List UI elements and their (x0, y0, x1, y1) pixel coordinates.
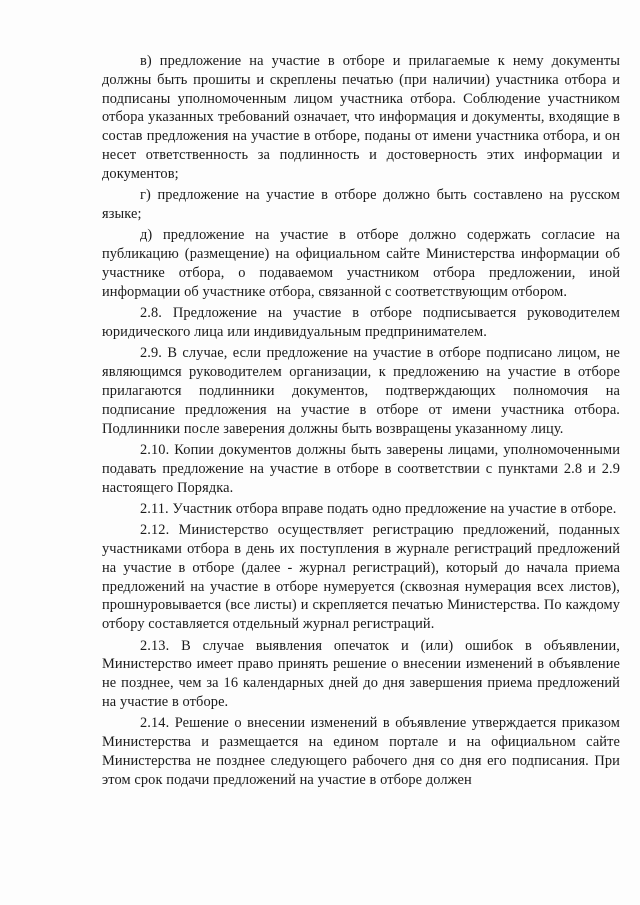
paragraph-item-d: д) предложение на участие в отборе должно содержать согласие на публикацию (размещение) на официальном сайте Министерства информации об участнике отбора, о подаваемом участником отбора предложении, иной информации об участнике отбора, связанной с соответствующим отбором. (102, 227, 620, 300)
paragraph-item-v: в) предложение на участие в отборе и прилагаемые к нему документы должны быть прошиты и скреплены печатью (при наличии) участника отбора и подписаны уполномоченным лицом участника отбора. Соблюдение участником отбора указанных требований означает, что информация и документы, входящие в состав предложения на участие в отборе, поданы от имени участника отбора, и он несет ответственность за подлинность и достоверность этих информации и документов; (102, 53, 620, 182)
paragraph-2-11: 2.11. Участник отбора вправе подать одно предложение на участие в отборе. (140, 500, 617, 517)
paragraph-2-9: 2.9. В случае, если предложение на участие в отборе подписано лицом, не являющимся руководителем организации, к предложению на участие в отборе прилагаются подлинники документов, подтверждающих полномочия на подписание предложения на участие в отборе от имени участника отбора. Подлинники после заверения должны быть возвращены указанному лицу. (102, 345, 620, 437)
paragraph-2-8: 2.8. Предложение на участие в отборе подписывается руководителем юридического лица или индивидуальным предпринимателем. (102, 305, 620, 340)
paragraph-2-13: 2.13. В случае выявления опечаток и (или) ошибок в объявлении, Министерство имеет право принять решение о внесении изменений в объявление не позднее, чем за 16 календарных дней до дня завершения приема предложений на участие в отборе. (102, 637, 620, 711)
paragraph-2-12: 2.12. Министерство осуществляет регистрацию предложений, поданных участниками отбора в день их поступления в журнале регистраций предложений на участие в отборе (далее - журнал регистраций), который до начала приема предложений на участие в отборе нумеруется (сквозная нумерация всех листов), прошнуровывается (все листы) и скрепляется печатью Министерства. По каждому отбору составляется отдельный журнал регистраций. (102, 522, 620, 633)
paragraph-item-g: г) предложение на участие в отборе должно быть составлено на русском языке; (102, 187, 620, 222)
document-body (102, 52, 620, 792)
paragraph-2-10: 2.10. Копии документов должны быть заверены лицами, уполномоченными подавать предложение на участие в отборе в соответствии с пунктами 2.8 и 2.9 настоящего Порядка. (102, 441, 620, 496)
paragraph-2-14: 2.14. Решение о внесении изменений в объявление утверждается приказом Министерства и размещается на едином портале и на официальном сайте Министерства не позднее следующего рабочего дня со дня его подписания. При этом срок подачи предложений на участие в отборе должен (102, 715, 620, 788)
